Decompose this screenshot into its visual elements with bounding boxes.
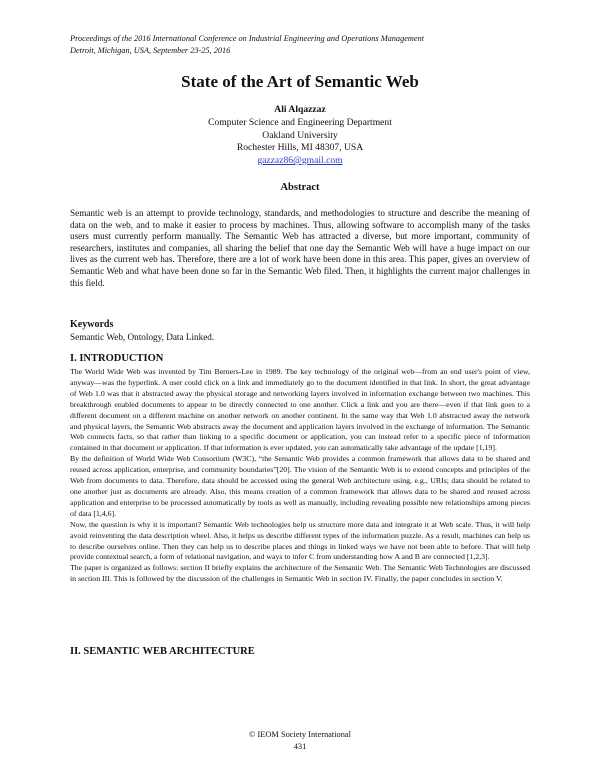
paragraph: By the definition of World Wide Web Consortium (W3C), “the Semantic Web provides a common framework that allows data to be shared and reused across application, enterprise, and community boundaries”[20]. The vision of the Semantic Web is to extend concepts and principles of the Web from documents to data. Therefore, data should be accessed using the general Web architecture using, e.g., URIs; data should be related to one another just as documents are already. Also, this means creation of a common framework that allows data to be shared and reused across application and enterprise to be processed automatically by tools as well as manually, including revealing possible new relationships among pieces of data [1,4,6]. — [70, 454, 530, 518]
keywords-heading: Keywords — [70, 319, 114, 330]
author-department: Computer Science and Engineering Department — [208, 116, 392, 128]
section-2-heading: II. SEMANTIC WEB ARCHITECTURE — [70, 646, 255, 657]
running-header — [70, 33, 424, 57]
paragraph: The World Wide Web was invented by Tim Berners-Lee in 1989. The key technology of the original web—from an end user's point of view, anyway—was the hyperlink. A user could click on a link and immediately go to the document identified in that link. In short, the great advantage of Web 1.0 was that it abstracted away the physical storage and networking layers involved in information exchange between two machines. This breakthrough enabled documents to appear to be directly connected to one another. Click a link and you are there—even if that link goes to a different document on a different machine on another network on another continent. In the same way that Web 1.0 abstracted away the network and physical layers, the Semantic Web abstracts away the document and application layers involved in the exchange of information. The Semantic Web connects facts, so that rather than linking to a specific document or application, you can instead refer to a specific piece of information contained in that document or application. If that information is ever updated, you can automatically take advantage of the update [1,19]. — [70, 367, 530, 453]
abstract-heading: Abstract — [280, 182, 320, 193]
header-line-2: Detroit, Michigan, USA, September 23-25, 2016 — [70, 46, 231, 55]
author-name: Ali Alqazzaz — [274, 104, 326, 115]
paragraph: Now, the question is why it is important? Semantic Web technologies help us structure more data and integrate it at Web scale. Thus, it will help avoid reinventing the data description wheel. Also, it helps us describe different types of the information puzzle. As a result, machines can help us to describe ourselves online. Then they can help us to describe places and things in linked ways we have not been able to before. That will help provide contextual search, a form of relational navigation, and ways to infer C from understanding how A and B are connected [1,2,3]. — [70, 519, 530, 562]
section-1-heading: I. INTRODUCTION — [70, 353, 164, 364]
abstract-text: Semantic web is an attempt to provide technology, standards, and methodologies to structure and describe the meaning of data on the web, and to make it easier to process by machines. Thus, allowing software to accomplish many of the tasks users must currently perform manually. The Semantic Web has attracted a diverse, but more important, community of researchers, institutes and companies, all sharing the belief that one day the Semantic Web will have a huge impact on our lives as the current web has. Therefore, there are a lot of work have been done in this area. This paper, gives an overview of Semantic Web and what have been done so far in the Semantic Web filed. Then, it highlights the current major challenges in this field. — [70, 208, 530, 288]
page-number: 431 — [293, 742, 307, 751]
paragraph: The paper is organized as follows: section II briefly explains the architecture of the Semantic Web. The Semantic Web Technologies are discussed in section III. This is followed by the discussion of the challenges in Semantic Web in section IV. Finally, the paper concludes in section V. — [70, 563, 530, 584]
section-1-body — [70, 367, 530, 585]
author-university: Oakland University — [262, 129, 338, 141]
author-email-link[interactable]: gazzaz86@gmail.com — [257, 155, 343, 167]
footer-copyright: © IEOM Society International — [249, 730, 351, 739]
paper-title: State of the Art of Semantic Web — [181, 72, 419, 91]
keywords-text: Semantic Web, Ontology, Data Linked. — [70, 332, 215, 342]
author-block — [0, 104, 600, 168]
author-address: Rochester Hills, MI 48307, USA — [236, 142, 364, 154]
header-line-1: Proceedings of the 2016 International Conference on Industrial Engineering and Operations Management — [70, 34, 425, 43]
